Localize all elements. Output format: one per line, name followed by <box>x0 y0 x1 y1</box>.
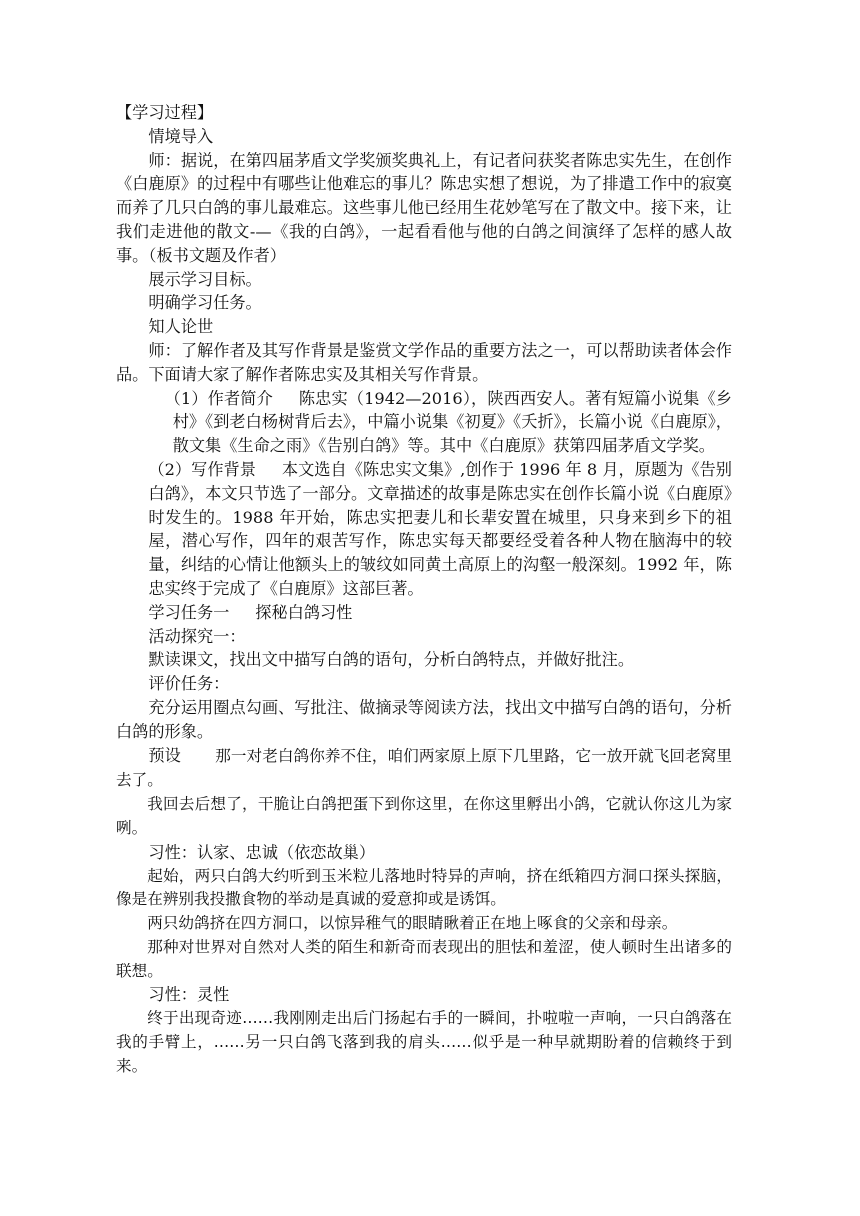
preset-label: 预设 <box>148 745 181 765</box>
preset-quote-two: 我回去后想了，干脆让白鸽把蛋下到你这里，在你这里孵出小鸽，它就认你这儿为家咧。 <box>116 795 732 837</box>
background-text: 本文选自《陈忠实文集》,创作于 1996 年 8 月，原题为《告别白鸽》，本文只节选了一部分。文章描述的故事是陈忠实在创作长篇小说《白鹿原》时发生的。1988 年开始，陈忠实把妻儿和长辈安置在城里，只身来到乡下的祖屋，潜心写作，四年的艰苦写作，陈忠实每天都要经受着各种人物在脑海中的较量，纠结的心情让他额头上的皱纹如同黄土高原上的沟壑一般深刻。1992 年，陈忠实终于完成了《白鹿原》这部巨著。 <box>148 459 732 598</box>
habit-loyalty-heading: 习性：认家、忠诚（依恋故巢） <box>148 842 376 862</box>
author-intro-label: （1）作者简介 <box>164 388 273 408</box>
intro-subheading: 情境导入 <box>148 126 214 146</box>
habit-loyalty-quote-three: 那种对世界对自然对人类的陌生和新奇而表现出的胆怯和羞涩，使人顿时生出诸多的联想。 <box>116 937 732 980</box>
author-intro-text: 陈忠实（1942—2016），陕西西安人。著有短篇小说集《乡村》《到老白杨树背后去》，中篇小说集《初夏》《夭折》，长篇小说《白鹿原》，散文集《生命之雨》《告别白鸽》等。其中《白鹿原》获第四届茅盾文学奖。 <box>172 388 732 456</box>
habit-spirit-quote: 终于出现奇迹……我刚刚走出后门扬起右手的一瞬间，扑啦啦一声响，一只白鸽落在我的手臂上，……另一只白鸽飞落到我的肩头……似乎是一种早就期盼着的信赖终于到来。 <box>116 1009 732 1075</box>
section-heading: 【学习过程】 <box>116 103 214 122</box>
author-subheading: 知人论世 <box>148 317 214 337</box>
evaluation-label: 评价任务： <box>148 674 230 694</box>
preset-quote-one <box>116 744 732 794</box>
evaluation-text: 充分运用圈点勾画、写批注、做摘录等阅读方法，找出文中描写白鸽的语句，分析白鸽的形象。 <box>116 697 732 741</box>
task-one-line <box>116 601 732 625</box>
intro-paragraph: 师：据说，在第四届茅盾文学奖颁奖典礼上，有记者问获奖者陈忠实先生，在创作《白鹿原》的过程中有哪些让他难忘的事儿？陈忠实想了想说，为了排遣工作中的寂寞而养了几只白鸽的事儿最难忘。这些事儿他已经用生花妙笔写在了散文中。接下来，让我们走进他的散文-—《我的白鸽》，一起看看他与他的白鸽之间演绎了怎样的感人故事。（板书文题及作者） <box>116 150 732 265</box>
habit-loyalty-quote-two: 两只幼鸽挤在四方洞口，以惊异稚气的眼睛瞅着正在地上啄食的父亲和母亲。 <box>147 914 678 933</box>
task-one-title: 探秘白鸽习性 <box>255 602 353 622</box>
author-paragraph: 师：了解作者及其写作背景是鉴赏文学作品的重要方法之一，可以帮助读者体会作品。下面请大家了解作者陈忠实及其相关写作背景。 <box>116 340 732 384</box>
activity-one-text: 默读课文，找出文中描写白鸽的语句，分析白鸽特点，并做好批注。 <box>148 650 635 670</box>
document-body <box>116 101 732 1079</box>
author-intro-item <box>116 387 732 458</box>
task-clear-line: 明确学习任务。 <box>148 293 262 313</box>
activity-one-label: 活动探究一： <box>148 626 246 646</box>
preset-quote-one-text: 那一对老白鸽你养不住，咱们两家原上原下几里路，它一放开就飞回老窝里去了。 <box>116 746 732 790</box>
habit-spirit-heading: 习性：灵性 <box>148 985 230 1005</box>
background-item <box>116 458 732 601</box>
show-goal-line: 展示学习目标。 <box>148 269 262 289</box>
habit-loyalty-quote-one: 起始，两只白鸽大约听到玉米粒儿落地时特异的声响，挤在纸箱四方洞口探头探脑，像是在辨别我投撒食物的举动是真诚的爱意抑或是诱饵。 <box>116 866 732 909</box>
task-one-label: 学习任务一 <box>148 602 230 622</box>
background-label: （2）写作背景 <box>148 459 256 479</box>
